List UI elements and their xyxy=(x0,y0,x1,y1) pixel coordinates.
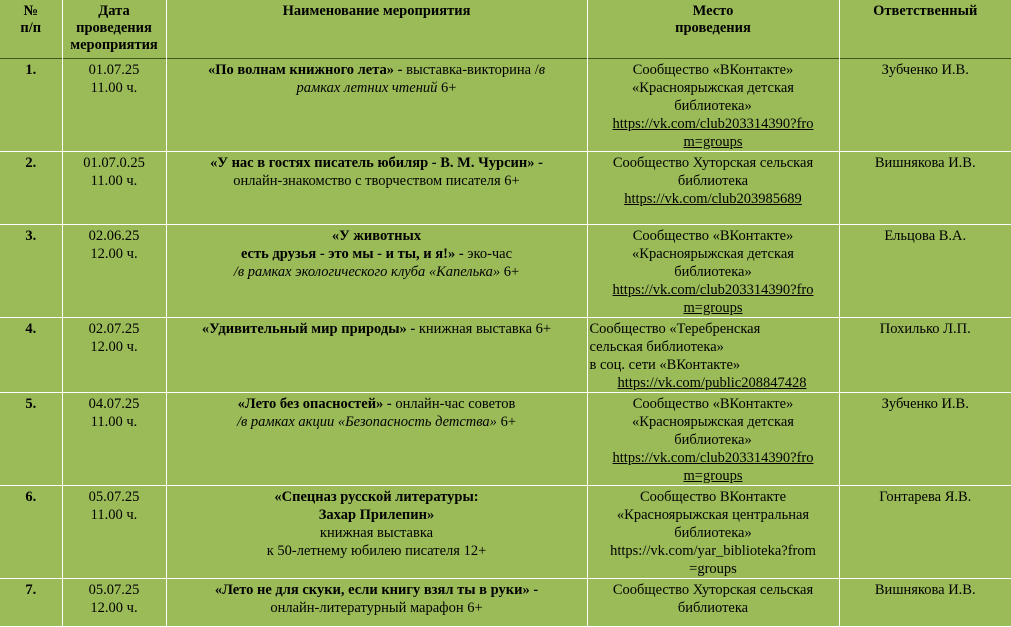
table-row xyxy=(0,393,1011,486)
place-line: библиотека» xyxy=(674,432,752,448)
header-responsible-text: Ответственный xyxy=(873,3,978,19)
event-line3 xyxy=(171,263,583,281)
place-line: Сообщество Хуторская сельская xyxy=(612,582,814,598)
event-title: «Спецназ русской литературы: xyxy=(274,489,479,505)
event-desc: онлайн-литературный марафон 6+ xyxy=(270,600,483,616)
event-title: Захар Прилепин» xyxy=(318,507,435,523)
row-responsible: Похилько Л.П. xyxy=(839,318,1011,393)
row-event xyxy=(166,393,587,486)
row-responsible: Ельцова В.А. xyxy=(839,225,1011,318)
header-date xyxy=(62,0,166,59)
row-responsible: Гонтарева Я.В. xyxy=(839,486,1011,579)
event-desc: к 50-летнему юбилею писателя 12+ xyxy=(266,543,487,559)
event-desc-italic: рамках летних чтений xyxy=(296,80,438,96)
place-link[interactable]: https://vk.com/club203314390?fro xyxy=(612,450,814,466)
event-title: «По волнам книжного лета» - xyxy=(207,62,403,78)
row-date xyxy=(62,225,166,318)
place-line: библиотека» xyxy=(674,264,752,280)
event-desc-italic: /в рамках экологического клуба «Капелька» xyxy=(233,264,501,280)
row-place xyxy=(587,486,839,579)
place-line: библиотека» xyxy=(674,525,752,541)
time-text: 11.00 ч. xyxy=(90,173,138,189)
place-link[interactable]: https://vk.com/club203314390?fro xyxy=(612,116,814,132)
row-responsible: Зубченко И.В. xyxy=(839,393,1011,486)
row-date xyxy=(62,486,166,579)
row-number: 7. xyxy=(25,582,37,598)
event-title: «У животных xyxy=(331,228,422,244)
event-line2 xyxy=(171,79,583,97)
row-number: 6. xyxy=(25,489,37,505)
row-responsible: Вишнякова И.В. xyxy=(839,579,1011,627)
row-place xyxy=(587,152,839,225)
date-text: 02.06.25 xyxy=(88,228,140,244)
place-line: в соц. сети «ВКонтакте» xyxy=(589,357,741,373)
place-line: Сообщество Хуторская сельская xyxy=(612,155,814,171)
place-line: Сообщество ВКонтакте xyxy=(639,489,787,505)
event-desc: выставка-викторина / xyxy=(402,62,539,78)
header-name xyxy=(166,0,587,59)
time-text: 12.00 ч. xyxy=(90,339,138,355)
event-age: 6+ xyxy=(500,264,520,280)
time-text: 11.00 ч. xyxy=(90,507,138,523)
place-link[interactable]: m=groups xyxy=(683,300,743,316)
event-age: 6+ xyxy=(496,414,516,430)
header-num xyxy=(0,0,62,59)
table-row xyxy=(0,318,1011,393)
place-line: библиотека xyxy=(677,173,749,189)
row-number: 3. xyxy=(25,228,37,244)
event-desc: онлайн-знакомство с творчеством писателя 6+ xyxy=(233,173,520,189)
place-line: Сообщество «ВКонтакте» xyxy=(632,228,794,244)
date-text: 02.07.25 xyxy=(88,321,140,337)
event-desc: онлайн-час советов xyxy=(391,396,516,412)
place-link[interactable]: https://vk.com/club203314390?fro xyxy=(612,282,814,298)
row-event xyxy=(166,225,587,318)
event-line1 xyxy=(171,395,583,413)
place-line: «Красноярыжская детская xyxy=(632,414,794,430)
table-row xyxy=(0,225,1011,318)
row-place xyxy=(587,225,839,318)
event-age: 6+ xyxy=(437,80,457,96)
row-number: 5. xyxy=(25,396,37,412)
table-row xyxy=(0,152,1011,225)
place-line: Сообщество «ВКонтакте» xyxy=(632,396,794,412)
event-line2 xyxy=(171,413,583,431)
place-line: библиотека xyxy=(677,600,749,616)
table-row xyxy=(0,59,1011,152)
header-place-line2: проведения xyxy=(675,20,751,36)
date-text: 05.07.25 xyxy=(88,582,140,598)
table-row xyxy=(0,579,1011,627)
event-desc-italic: /в рамках акции «Безопасность детства» xyxy=(236,414,497,430)
row-date xyxy=(62,318,166,393)
place-line: Сообщество «Теребренская xyxy=(589,321,761,337)
row-number: 1. xyxy=(25,62,37,78)
time-text: 12.00 ч. xyxy=(90,600,138,616)
header-num-line2: п/п xyxy=(20,20,42,36)
place-line: сельская библиотека» xyxy=(589,339,724,355)
event-title: «У нас в гостях писатель юбиляр - В. М. Чурсин» - xyxy=(210,155,543,171)
header-place xyxy=(587,0,839,59)
row-event xyxy=(166,59,587,152)
row-number: 4. xyxy=(25,321,37,337)
header-date-line1: Дата xyxy=(98,3,130,19)
row-place xyxy=(587,59,839,152)
row-number: 2. xyxy=(25,155,37,171)
place-link[interactable]: https://vk.com/public208847428 xyxy=(617,375,807,391)
row-date xyxy=(62,579,166,627)
event-title: есть друзья - это мы - и ты, и я!» - xyxy=(240,246,464,262)
header-date-line3: мероприятия xyxy=(70,37,158,53)
place-link[interactable]: m=groups xyxy=(683,468,743,484)
time-text: 11.00 ч. xyxy=(90,414,138,430)
place-link[interactable]: https://vk.com/club203985689 xyxy=(624,191,802,207)
row-responsible: Зубченко И.В. xyxy=(839,59,1011,152)
row-event xyxy=(166,152,587,225)
place-line: https://vk.com/yar_biblioteka?from xyxy=(610,543,816,559)
row-place xyxy=(587,579,839,627)
header-name-text: Наименование мероприятия xyxy=(282,3,471,19)
event-line2 xyxy=(171,245,583,263)
place-line: =groups xyxy=(689,561,737,577)
event-desc: книжная выставка xyxy=(319,525,434,541)
row-date xyxy=(62,152,166,225)
row-responsible: Вишнякова И.В. xyxy=(839,152,1011,225)
event-title: «Удивительный мир природы» - xyxy=(201,321,416,337)
header-date-line2: проведения xyxy=(76,20,152,36)
event-title: «Лето без опасностей» - xyxy=(237,396,392,412)
event-desc: эко-час xyxy=(463,246,513,262)
place-line: Сообщество «ВКонтакте» xyxy=(632,62,794,78)
row-event xyxy=(166,486,587,579)
header-num-line1: № xyxy=(23,3,39,19)
row-event xyxy=(166,579,587,627)
time-text: 11.00 ч. xyxy=(90,80,138,96)
row-date xyxy=(62,393,166,486)
event-desc: книжная выставка 6+ xyxy=(415,321,552,337)
event-desc-italic: в xyxy=(538,62,546,78)
header-responsible xyxy=(839,0,1011,59)
place-line: «Красноярыжская детская xyxy=(632,246,794,262)
event-line1 xyxy=(171,320,583,338)
event-title: «Лето не для скуки, если книгу взял ты в руки» - xyxy=(214,582,539,598)
row-place xyxy=(587,393,839,486)
event-line1 xyxy=(171,61,583,79)
place-link[interactable]: m=groups xyxy=(683,134,743,150)
date-text: 01.07.0.25 xyxy=(83,155,145,171)
place-line: «Красноярыжская детская xyxy=(632,80,794,96)
date-text: 04.07.25 xyxy=(88,396,140,412)
row-place xyxy=(587,318,839,393)
row-event xyxy=(166,318,587,393)
table-header-row xyxy=(0,0,1011,59)
table-row xyxy=(0,486,1011,579)
date-text: 05.07.25 xyxy=(88,489,140,505)
time-text: 12.00 ч. xyxy=(90,246,138,262)
date-text: 01.07.25 xyxy=(88,62,140,78)
place-line: «Красноярыжская центральная xyxy=(616,507,810,523)
place-line: библиотека» xyxy=(674,98,752,114)
row-date xyxy=(62,59,166,152)
header-place-line1: Место xyxy=(692,3,734,19)
